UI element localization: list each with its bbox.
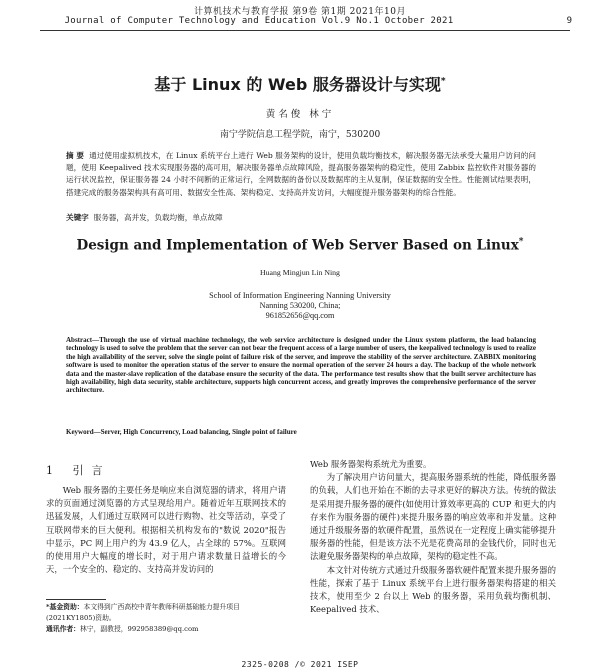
keywords-cn-text: 服务器，高并发，负载均衡，单点故障 bbox=[93, 213, 223, 222]
title-en-footnote-mark: * bbox=[518, 237, 524, 247]
footnote bbox=[46, 602, 286, 635]
abstract-en-text: —Through the use of virtual machine technology, the web service architecture is designed under the Linux system platform, the load balancing technology is used to solve the problem that the server can not bear the frequent access of a large number of users, the keepalived technology is used to realize the high availability of the server, solve the single point of failure risk of the server, and improve the stability of the server architecture. ZABBIX monitoring software is used to monitor the operation status of the server to ensure the normal operation of the server 24 hours a day. The backup of the whole network data and the master-slave replication of the database ensure the security of the data. The performance test results show that the built server architecture has high availability, high data security, stable architecture, supports high concurrent access, and greatly improves the comprehensive performance of the server architecture. bbox=[66, 336, 536, 395]
header-rule bbox=[40, 30, 570, 31]
abstract-en-label: Abstract bbox=[66, 336, 93, 344]
section-title: 引言 bbox=[72, 464, 111, 477]
affiliation-en bbox=[0, 291, 600, 321]
footnote-rule bbox=[46, 599, 106, 600]
affiliation-en-line2: Nanning 530200, China; bbox=[259, 301, 341, 310]
keywords-cn bbox=[66, 212, 536, 223]
contact-note: 通讯作者：林宁，副教授，992958389@qq.com bbox=[46, 625, 199, 633]
paper-title-en: Design and Implementation of Web Server Based on Linux* bbox=[76, 237, 524, 254]
title-footnote-mark: * bbox=[440, 76, 446, 87]
journal-header-cn: 计算机技术与教育学报 第9卷 第1期 2021年10月 bbox=[194, 7, 406, 17]
body-paragraph: 为了解决用户访问量大，提高服务器系统的性能，降低服务器的负载，人们也开始在不断的去寻求更好的解决方法。传统的做法是采用提升服务器的硬件(如使用计算效率更高的 CUP 和更大的内存来作为服务器的硬件)来提升服务器的响应效率和并发量。这种通过升级服务器的软硬件配置，虽然说在一定程度上确实能够提升服务器的性能，但是该方法不光是花费高昂的金钱代价，同时也无法避免服务器架构的单点故障，架构的稳定性不高。 bbox=[310, 472, 556, 562]
affiliation-en-email: 961852656@qq.com bbox=[265, 311, 335, 320]
body-paragraph: Web 服务器的主要任务是响应来自浏览器的请求，将用户请求的页面通过浏览器的方式呈现给用户。随着近年互联网技术的迅猛发展，人们通过互联网可以进行购物、社交等活动，享受了互联网带来的巨大便利。根据相关机构发布的"数说 2020"报告中显示，PC 网上用户约为 43.9 亿人，占全球的 57%。互联网的使用用户大幅度的增长时，对于用户请求数量日益增长的今天，一个安全的、稳定的、支持高并发访问的 bbox=[46, 485, 286, 575]
body-paragraph: Web 服务器架构系统尤为重要。 bbox=[310, 459, 432, 469]
affiliation-cn: 南宁学院信息工程学院，南宁，530200 bbox=[219, 130, 381, 140]
issn-footer: 2325-0208 /© 2021 ISEP bbox=[241, 660, 359, 669]
abstract-cn-label: 摘 要 bbox=[66, 151, 85, 160]
keywords-en-text: —Server, High Concurrency, Load balancing, Single point of failure bbox=[93, 428, 297, 436]
authors-en: Huang Mingjun Lin Ning bbox=[260, 268, 340, 277]
abstract-en bbox=[66, 336, 536, 395]
authors-cn: 黄名俊 林宁 bbox=[265, 109, 335, 120]
keywords-en bbox=[66, 428, 536, 436]
section-number: 1 bbox=[46, 464, 61, 477]
page-number: 9 bbox=[566, 16, 572, 26]
section-heading bbox=[46, 462, 111, 478]
affiliation-en-line1: School of Information Engineering Nanning University bbox=[209, 291, 391, 300]
fund-note: *基金资助：本文得到广西高校中青年教师科研基础能力提升项目(2021KY1805)资助。 bbox=[46, 603, 240, 622]
body-paragraph: 本文针对传统方式通过升级服务器软硬件配置来提升服务器的性能，探索了基于 Linux 系统平台上进行服务器架构搭建的相关技术，使用至少 2 台以上 Web 的服务器，采用负载均衡机制、Keepalived 技术、 bbox=[310, 564, 556, 615]
keywords-cn-label: 关键字 bbox=[66, 213, 89, 222]
body-right-column bbox=[310, 458, 556, 616]
abstract-cn bbox=[66, 150, 536, 199]
body-left-column bbox=[46, 484, 286, 576]
paper-title-cn: 基于 Linux 的 Web 服务器设计与实现* bbox=[154, 75, 446, 94]
keywords-en-label: Keyword bbox=[66, 428, 94, 436]
abstract-cn-text: 通过使用虚拟机技术，在 Linux 系统平台上进行 Web 服务架构的设计，使用负载均衡技术，解决服务器无法承受大量用户访问的问题，使用 Keepalived 技术实现服务器的高可用，解决服务器单点故障风险，提高服务器架构的稳定性，使用 Zabbix 监控软件对服务器的运行状况监控，保证服务器 24 小时不间断的正常运行，全网数据的备份以及数据库的主从复制，保证数据的安全性。性能测试结果表明，搭建完成的服务器架构具有高可用、数据安全性高、架构稳定、支持高并发访问，大幅度提升服务器架构的综合性能。 bbox=[66, 151, 537, 197]
journal-header-en: Journal of Computer Technology and Education Vol.9 No.1 October 2021 bbox=[64, 16, 454, 26]
